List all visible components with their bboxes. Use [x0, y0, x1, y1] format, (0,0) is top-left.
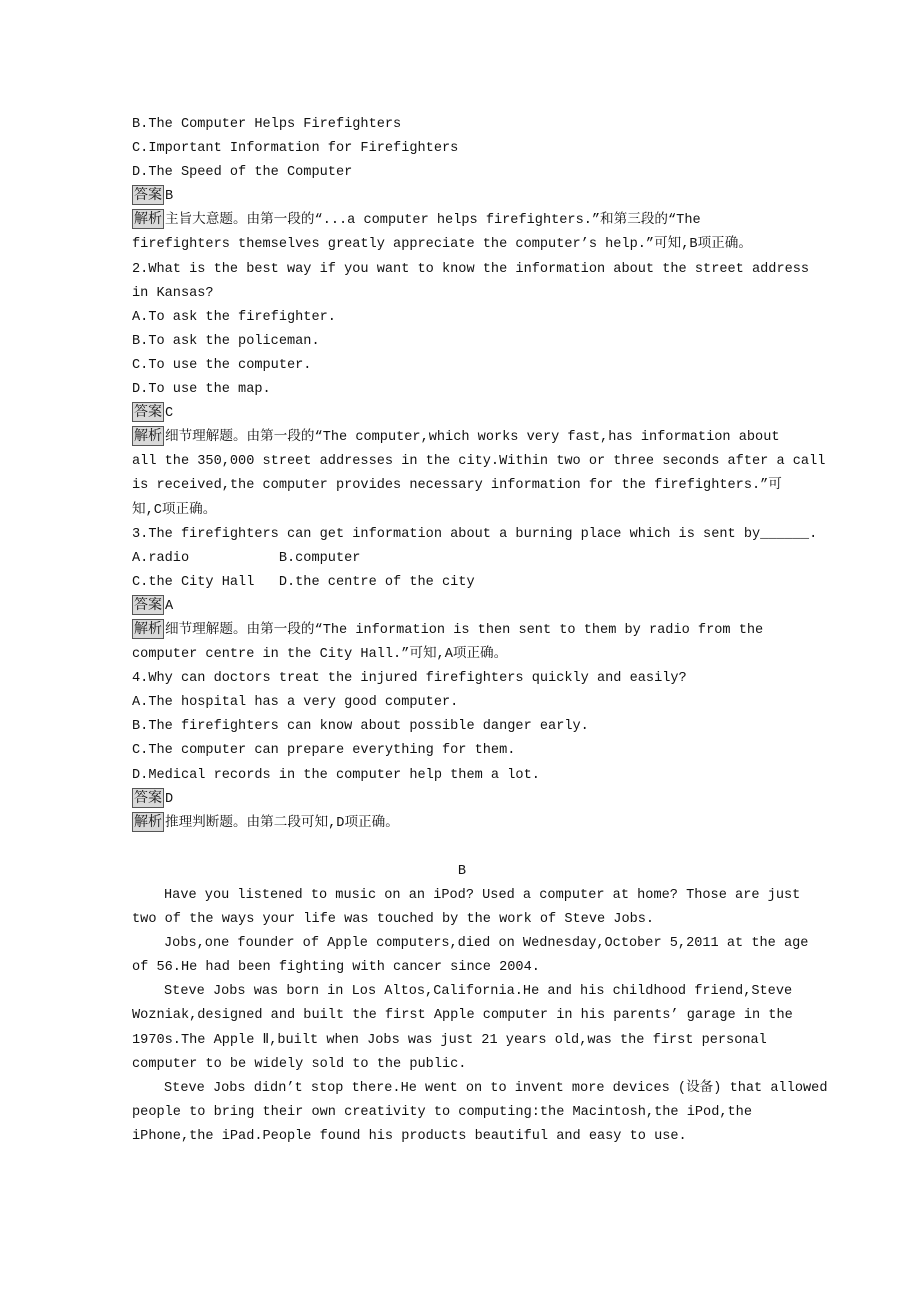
text-line: [132, 1077, 827, 1101]
text-line: [132, 764, 827, 788]
text-line: [132, 113, 827, 137]
analysis-line: [132, 209, 827, 233]
text-line: [132, 137, 827, 161]
line-text: 推理判断题。由第二段可知,D项正确。: [165, 815, 399, 831]
text-line: [132, 330, 827, 354]
analysis-line: [132, 812, 827, 836]
text-line: [132, 739, 827, 763]
line-text: C: [165, 406, 174, 422]
text-line: [132, 474, 827, 498]
text-line: [132, 908, 827, 932]
text-line: [132, 1101, 827, 1125]
analysis-label: 解析: [134, 211, 162, 228]
text-line: [132, 836, 827, 860]
line-text: A.radio B.computer: [132, 550, 361, 566]
line-text: 知,C项正确。: [132, 502, 217, 518]
text-line: [132, 378, 827, 402]
line-text: 3.The firefighters can get information about a burning place which is sent by______.: [132, 526, 818, 542]
text-line: [132, 258, 827, 282]
line-text: D.To use the map.: [132, 382, 271, 398]
answer-label: 答案: [134, 789, 162, 806]
answer-line: [132, 402, 827, 426]
answer-label: 答案: [134, 596, 162, 613]
answer-line: [132, 595, 827, 619]
line-text: people to bring their own creativity to computing:the Macintosh,the iPod,the: [132, 1104, 752, 1120]
answer-line: [132, 185, 827, 209]
text-line: [132, 1125, 827, 1149]
line-text: A.To ask the firefighter.: [132, 309, 336, 325]
line-text: B.The Computer Helps Firefighters: [132, 117, 402, 132]
text-line: [132, 282, 827, 306]
analysis-label: 解析: [134, 620, 162, 637]
text-line: [132, 1029, 827, 1053]
answer-line: [132, 788, 827, 812]
text-line: [132, 884, 827, 908]
line-text: 2.What is the best way if you want to know the information about the street address: [132, 261, 810, 277]
answer-label: 答案: [134, 404, 162, 421]
line-text: two of the ways your life was touched by the work of Steve Jobs.: [132, 912, 655, 928]
text-line: [132, 691, 827, 715]
line-text: computer centre in the City Hall.”可知,A项正确。: [132, 647, 508, 663]
line-text: Steve Jobs was born in Los Altos,California.He and his childhood friend,Steve: [164, 984, 793, 1000]
line-text: B: [457, 863, 467, 879]
text-line: [132, 715, 827, 739]
line-text: iPhone,the iPad.People found his products beautiful and easy to use.: [132, 1128, 687, 1144]
section-heading: [132, 860, 792, 884]
line-text: C.the City Hall D.the centre of the city: [132, 574, 475, 590]
line-text: B.The firefighters can know about possible danger early.: [132, 719, 589, 735]
text-line: [132, 667, 827, 691]
line-text: C.To use the computer.: [132, 357, 312, 373]
line-text: A.The hospital has a very good computer.: [132, 695, 459, 711]
text-line: [132, 1004, 827, 1028]
line-text: Have you listened to music on an iPod? Used a computer at home? Those are just: [164, 888, 801, 903]
line-text: computer to be widely sold to the public.: [132, 1056, 467, 1072]
line-text: C.Important Information for Firefighters: [132, 141, 459, 157]
line-text: 4.Why can doctors treat the injured firefighters quickly and easily?: [132, 671, 687, 687]
text-line: [132, 306, 827, 330]
text-line: [132, 643, 827, 667]
text-line: [132, 956, 827, 980]
line-text: Steve Jobs didn’t stop there.He went on to invent more devices (设备) that allowed: [164, 1080, 828, 1096]
answer-label: 答案: [134, 187, 162, 204]
line-text: B: [165, 189, 174, 205]
text-line: [132, 1053, 827, 1077]
text-line: [132, 523, 827, 547]
line-text: 细节理解题。由第一段的“The information is then sent to them by radio from the: [165, 622, 764, 638]
line-text: 1970s.The Apple Ⅱ,built when Jobs was just 21 years old,was the first personal: [132, 1032, 767, 1048]
line-text: firefighters themselves greatly appreciate the computer’s help.”可知,B项正确。: [132, 237, 752, 253]
analysis-label: 解析: [134, 428, 162, 445]
text-line: [132, 233, 827, 257]
text-line: [132, 161, 827, 185]
analysis-line: [132, 619, 827, 643]
line-text: in Kansas?: [132, 285, 214, 301]
line-text: D.The Speed of the Computer: [132, 165, 353, 181]
text-line: [132, 547, 827, 571]
text-line: [132, 571, 827, 595]
line-text: D: [165, 791, 174, 807]
analysis-line: [132, 426, 827, 450]
line-text: 细节理解题。由第一段的“The computer,which works very fast,has information about: [165, 430, 780, 446]
text-line: [132, 980, 827, 1004]
line-text: Jobs,one founder of Apple computers,died on Wednesday,October 5,2011 at the age: [164, 936, 809, 952]
text-line: [132, 450, 827, 474]
line-text: C.The computer can prepare everything for them.: [132, 743, 516, 759]
text-line: [132, 354, 827, 378]
document-body: [132, 113, 827, 1149]
line-text: is received,the computer provides necessary information for the firefighters.”可: [132, 478, 782, 494]
text-line: [132, 932, 827, 956]
line-text: all the 350,000 street addresses in the city.Within two or three seconds after a call: [132, 454, 826, 470]
line-text: B.To ask the policeman.: [132, 333, 320, 349]
line-text: Wozniak,designed and built the first Apple computer in his parents’ garage in the: [132, 1008, 793, 1024]
line-text: of 56.He had been fighting with cancer since 2004.: [132, 960, 540, 976]
text-line: [132, 499, 827, 523]
line-text: D.Medical records in the computer help them a lot.: [132, 767, 540, 783]
analysis-label: 解析: [134, 813, 162, 830]
line-text: A: [165, 598, 174, 614]
line-text: 主旨大意题。由第一段的“...a computer helps firefighters.”和第三段的“The: [165, 213, 701, 229]
